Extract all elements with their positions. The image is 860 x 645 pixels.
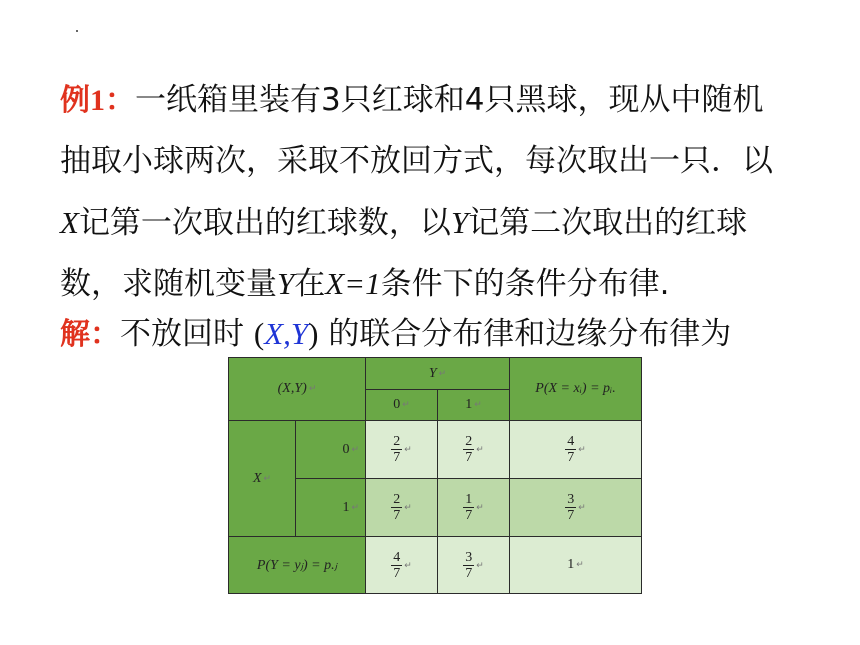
paren-open: ( bbox=[253, 316, 265, 351]
return-mark: ↵ bbox=[351, 443, 359, 454]
table-row-var-x bbox=[229, 421, 296, 537]
numerator: 4 bbox=[567, 434, 575, 449]
solution-text-after: 的联合分布律和边缘分布律为 bbox=[328, 316, 732, 352]
numerator: 2 bbox=[393, 434, 401, 449]
total-text: 1 bbox=[567, 557, 575, 572]
header-y0-text: 0 bbox=[393, 397, 401, 412]
example-text-4b: 在 bbox=[294, 266, 326, 302]
fraction bbox=[463, 550, 474, 581]
example-line-3 bbox=[60, 192, 820, 253]
bottom-label-text: P(Y = yⱼ) = p.ⱼ bbox=[256, 557, 338, 573]
return-mark: ↵ bbox=[578, 502, 586, 512]
return-mark: ↵ bbox=[578, 444, 586, 454]
denominator: 7 bbox=[567, 450, 575, 465]
example-line-4 bbox=[60, 253, 820, 314]
table-header-xy bbox=[229, 358, 366, 421]
numerator: 2 bbox=[393, 492, 401, 507]
table-cell-py0 bbox=[366, 537, 438, 594]
numerator: 2 bbox=[465, 434, 473, 449]
return-mark: ↵ bbox=[476, 559, 484, 570]
example-text-4c: 条件下的条件分布律. bbox=[380, 266, 670, 302]
numerator: 4 bbox=[393, 549, 401, 565]
return-mark: ↵ bbox=[576, 559, 584, 570]
table-cell-r0p bbox=[510, 421, 642, 479]
return-mark: ↵ bbox=[438, 367, 447, 378]
table-cell-r1p bbox=[510, 479, 642, 537]
example-line-1 bbox=[60, 70, 820, 131]
fraction bbox=[565, 434, 576, 465]
return-mark: ↵ bbox=[474, 399, 482, 410]
paren-close: ) bbox=[308, 316, 319, 351]
example-text-4a: 数，求随机变量 bbox=[60, 266, 277, 302]
table-cell-total bbox=[510, 537, 642, 594]
solution-label: 解： bbox=[60, 318, 120, 351]
fraction bbox=[391, 492, 402, 523]
example-text-1: 一纸箱里装有3只红球和4只黑球，现从中随机 bbox=[135, 82, 764, 118]
row1-label-text: 1 bbox=[342, 499, 350, 515]
return-mark: ↵ bbox=[402, 399, 410, 410]
return-mark: ↵ bbox=[476, 502, 484, 512]
numerator: 3 bbox=[465, 549, 473, 565]
denominator: 7 bbox=[393, 450, 401, 465]
var-y-2: Y bbox=[277, 266, 295, 301]
return-mark: ↵ bbox=[404, 559, 412, 570]
table-header-y bbox=[366, 358, 510, 390]
fraction bbox=[463, 434, 474, 465]
return-mark: ↵ bbox=[404, 444, 412, 454]
example-text-2: 抽取小球两次，采取不放回方式，每次取出一只．以 bbox=[60, 143, 773, 179]
return-mark: ↵ bbox=[351, 501, 359, 512]
example-paragraph bbox=[60, 70, 820, 314]
return-mark: ↵ bbox=[476, 444, 484, 454]
row-var-text: X bbox=[252, 470, 262, 486]
table-bottom-label bbox=[229, 537, 366, 594]
fraction bbox=[565, 492, 576, 523]
table-cell-r1c1 bbox=[438, 479, 510, 537]
denominator: 7 bbox=[393, 565, 401, 581]
return-mark: ↵ bbox=[263, 472, 272, 483]
table-cell-r1c0 bbox=[366, 479, 438, 537]
denominator: 7 bbox=[393, 508, 401, 523]
decorative-dot bbox=[76, 30, 78, 32]
fraction bbox=[391, 434, 402, 465]
var-x: X bbox=[60, 205, 79, 240]
solution-xy: X,Y bbox=[264, 316, 309, 351]
var-y: Y bbox=[450, 205, 469, 240]
fraction bbox=[463, 492, 474, 523]
table-cell-r0c1 bbox=[438, 421, 510, 479]
return-mark: ↵ bbox=[308, 383, 317, 394]
distribution-table bbox=[228, 357, 642, 594]
condition-x-eq-1: X=1 bbox=[325, 266, 381, 301]
numerator: 3 bbox=[567, 492, 575, 507]
denominator: 7 bbox=[567, 508, 575, 523]
header-px-text: P(X = xᵢ) = pᵢ. bbox=[535, 381, 616, 396]
header-y-text: Y bbox=[428, 365, 437, 381]
fraction bbox=[391, 550, 402, 581]
row0-label-text: 0 bbox=[342, 441, 350, 457]
table-header-px bbox=[510, 358, 642, 421]
table-row1-label bbox=[296, 479, 366, 537]
denominator: 7 bbox=[465, 508, 473, 523]
solution-text-before: 不放回时 bbox=[120, 316, 244, 352]
header-y1-text: 1 bbox=[465, 397, 473, 412]
table-cell-r0c0 bbox=[366, 421, 438, 479]
numerator: 1 bbox=[465, 492, 473, 507]
denominator: 7 bbox=[465, 450, 473, 465]
table-cell-py1 bbox=[438, 537, 510, 594]
header-xy-text: (X,Y) bbox=[277, 381, 307, 396]
example-text-3a: 记第一次取出的红球数，以 bbox=[78, 205, 451, 241]
example-text-3b: 记第二次取出的红球 bbox=[468, 205, 748, 241]
example-line-2 bbox=[60, 131, 820, 192]
table-header-y0 bbox=[366, 390, 438, 421]
return-mark: ↵ bbox=[404, 502, 412, 512]
solution-line bbox=[60, 308, 731, 353]
denominator: 7 bbox=[465, 565, 473, 581]
example-label: 例1： bbox=[60, 84, 135, 117]
table-header-y1 bbox=[438, 390, 510, 421]
table-row0-label bbox=[296, 421, 366, 479]
